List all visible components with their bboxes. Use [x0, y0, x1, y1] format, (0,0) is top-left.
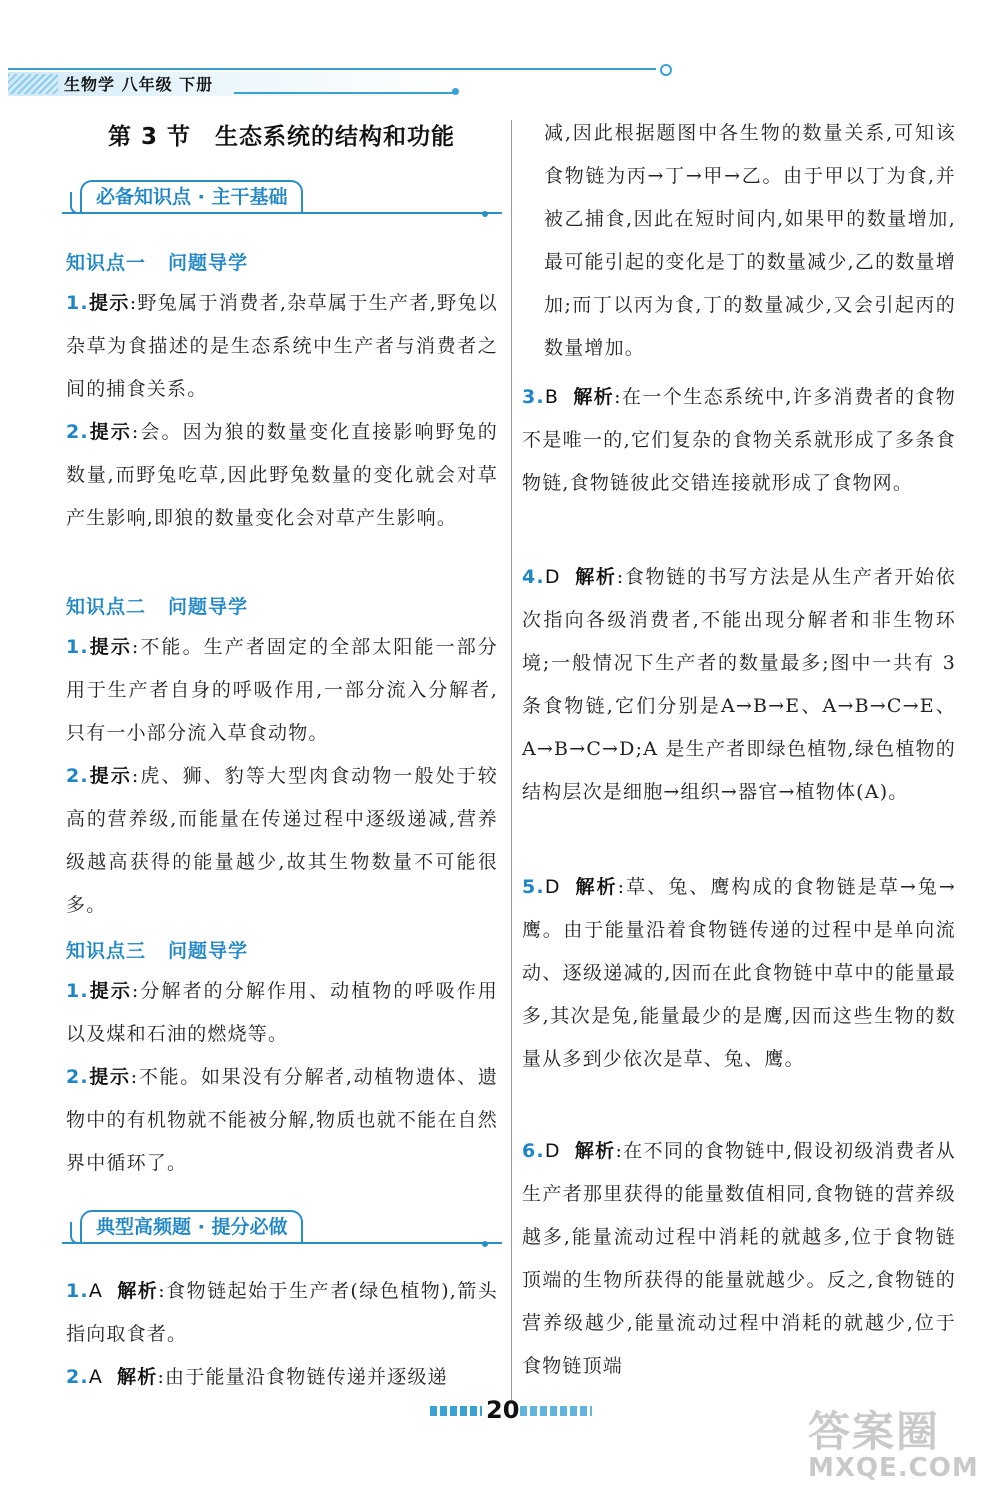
list-item	[66, 1270, 498, 1356]
item-text: :由于能量沿食物链传递并逐级递	[157, 1366, 448, 1388]
list-item	[66, 282, 498, 411]
banner-label: 必备知识点 · 主干基础	[96, 186, 288, 208]
kp-title: 知识点一	[66, 252, 147, 274]
item-text: :在不同的食物链中,假设初级消费者从生产者那里获得的能量数值相同,食物链的营养级越多,能量流动过程中消耗的就越多,位于食物链顶端的生物所获得的能量就越少。反之,食物链的营养级越少,能量流动过程中消耗的就越少,位于食物链顶端	[522, 1140, 957, 1377]
banner-box	[80, 180, 303, 212]
item-text: :食物链的书写方法是从生产者开始依次指向各级消费者,不能出现分解者和非生物环境;一般情况下生产者的数量最多;图中一共有 3 条食物链,它们分别是A→B→E、A→B→C→E、A→B→C→D;A 是生产者即绿色植物,绿色植物的结构层次是细胞→组织→器官→植物体(A)。	[522, 566, 956, 803]
running-header	[8, 68, 656, 98]
banner-dot	[482, 1241, 488, 1247]
item-number: 6.	[522, 1140, 545, 1162]
item-label: 解析	[574, 876, 618, 898]
item-number: 2.	[66, 1366, 89, 1388]
item-answer: B	[544, 386, 560, 408]
watermark-title: 答案圈	[808, 1407, 941, 1456]
item-text: :野兔属于消费者,杂草属于生产者,野兔以杂草为食描述的是生态系统中生产者与消费者之间的捕食关系。	[66, 292, 499, 400]
header-book-title: 生物学 八年级 下册	[64, 75, 214, 94]
header-rule	[8, 68, 656, 70]
section-number: 第 3 节	[108, 124, 192, 150]
item-answer: A	[88, 1280, 104, 1302]
column-divider	[511, 120, 512, 1400]
section-title	[108, 118, 455, 151]
kp-subtitle: 问题导学	[168, 940, 249, 962]
list-item	[66, 970, 498, 1056]
item-number: 2.	[66, 765, 89, 787]
footer-decoration-right	[520, 1406, 592, 1416]
watermark-logo	[808, 1407, 979, 1483]
item-text: :不能。生产者固定的全部太阳能一部分用于生产者自身的呼吸作用,一部分流入分解者,只有一小部分流入草食动物。	[66, 636, 498, 744]
banner-rule	[62, 1242, 502, 1244]
item-text: :分解者的分解作用、动植物的呼吸作用以及煤和石油的燃烧等。	[66, 980, 498, 1045]
item-label: 解析	[117, 1280, 159, 1302]
kp-title: 知识点三	[66, 940, 147, 962]
item-label: 提示	[88, 980, 132, 1002]
banner-label: 典型高频题 · 提分必做	[96, 1216, 288, 1238]
item-label: 提示	[88, 765, 132, 787]
item-text: :在一个生态系统中,许多消费者的食物不是唯一的,它们复杂的食物关系就形成了多条食物链,食物链彼此交错连接就形成了食物网。	[522, 386, 956, 494]
knowledge-point-heading	[66, 936, 248, 963]
header-hatch-decoration	[8, 74, 58, 94]
list-item	[66, 1056, 498, 1185]
banner-rule	[62, 212, 502, 214]
item-text: :食物链起始于生产者(绿色植物),箭头指向取食者。	[66, 1280, 498, 1345]
item-label: 解析	[574, 1140, 616, 1162]
header-underline-dot	[452, 88, 459, 95]
list-item	[522, 1130, 956, 1388]
list-item	[66, 755, 498, 927]
item-label: 解析	[573, 386, 615, 408]
list-item	[522, 866, 956, 1081]
item-number: 1.	[66, 1280, 89, 1302]
item-number: 1.	[66, 292, 89, 314]
section-name: 生态系统的结构和功能	[215, 124, 456, 150]
banner-basic-knowledge	[62, 180, 502, 216]
item-number: 3.	[522, 386, 545, 408]
item-answer: D	[544, 876, 561, 898]
item-answer: D	[544, 1140, 561, 1162]
item-number: 4.	[522, 566, 545, 588]
header-underline	[234, 92, 454, 94]
item-label: 提示	[88, 1066, 131, 1088]
item-number: 2.	[66, 1066, 89, 1088]
item-label: 提示	[88, 636, 132, 658]
item-label: 提示	[88, 421, 132, 443]
list-item	[66, 626, 498, 755]
knowledge-point-heading	[66, 248, 248, 275]
list-item	[522, 556, 956, 814]
item-number: 2.	[66, 421, 89, 443]
item-number: 5.	[522, 876, 545, 898]
kp-subtitle: 问题导学	[168, 252, 249, 274]
banner-box	[80, 1210, 303, 1242]
list-item	[522, 376, 956, 505]
continued-text: 减,因此根据题图中各生物的数量关系,可知该食物链为丙→丁→甲→乙。由于甲以丁为食,并被乙捕食,因此在短时间内,如果甲的数量增加,最可能引起的变化是丁的数量减少,乙的数量增加;而丁以丙为食,丁的数量减少,又会引起丙的数量增加。	[544, 122, 956, 359]
item-label: 解析	[574, 566, 617, 588]
item-text: :不能。如果没有分解者,动植物遗体、遗物中的有机物就不能被分解,物质也就不能在自然界中循环了。	[66, 1066, 498, 1174]
item-number: 1.	[66, 636, 89, 658]
kp-subtitle: 问题导学	[168, 596, 249, 618]
knowledge-point-heading	[66, 592, 248, 619]
list-item	[66, 411, 498, 540]
item-number: 1.	[66, 980, 89, 1002]
banner-typical-questions	[62, 1210, 502, 1246]
item-text: :会。因为狼的数量变化直接影响野兔的数量,而野兔吃草,因此野兔数量的变化就会对草产生影响,即狼的数量变化会对草产生影响。	[66, 421, 498, 529]
item-label: 提示	[88, 292, 130, 314]
kp-title: 知识点二	[66, 596, 147, 618]
watermark-url: MXQE.COM	[808, 1453, 979, 1483]
item-answer: A	[88, 1366, 104, 1388]
item-text: :草、兔、鹰构成的食物链是草→兔→鹰。由于能量沿着食物链传递的过程中是单向流动、逐级递减的,因而在此食物链中草中的能量最多,其次是兔,能量最少的是鹰,因而这些生物的数量从多到少依次是草、兔、鹰。	[522, 876, 956, 1070]
banner-dot	[482, 211, 488, 217]
footer-decoration-left	[430, 1406, 482, 1416]
item-answer: D	[544, 566, 561, 588]
list-item	[66, 1356, 498, 1399]
item-label: 解析	[117, 1366, 158, 1388]
page-number: 20	[486, 1396, 520, 1424]
item-text: :虎、狮、豹等大型肉食动物一般处于较高的营养级,而能量在传递过程中逐级递减,营养级越高获得的能量越少,故其生物数量不可能很多。	[66, 765, 498, 916]
header-rule-end-dot	[660, 64, 672, 76]
